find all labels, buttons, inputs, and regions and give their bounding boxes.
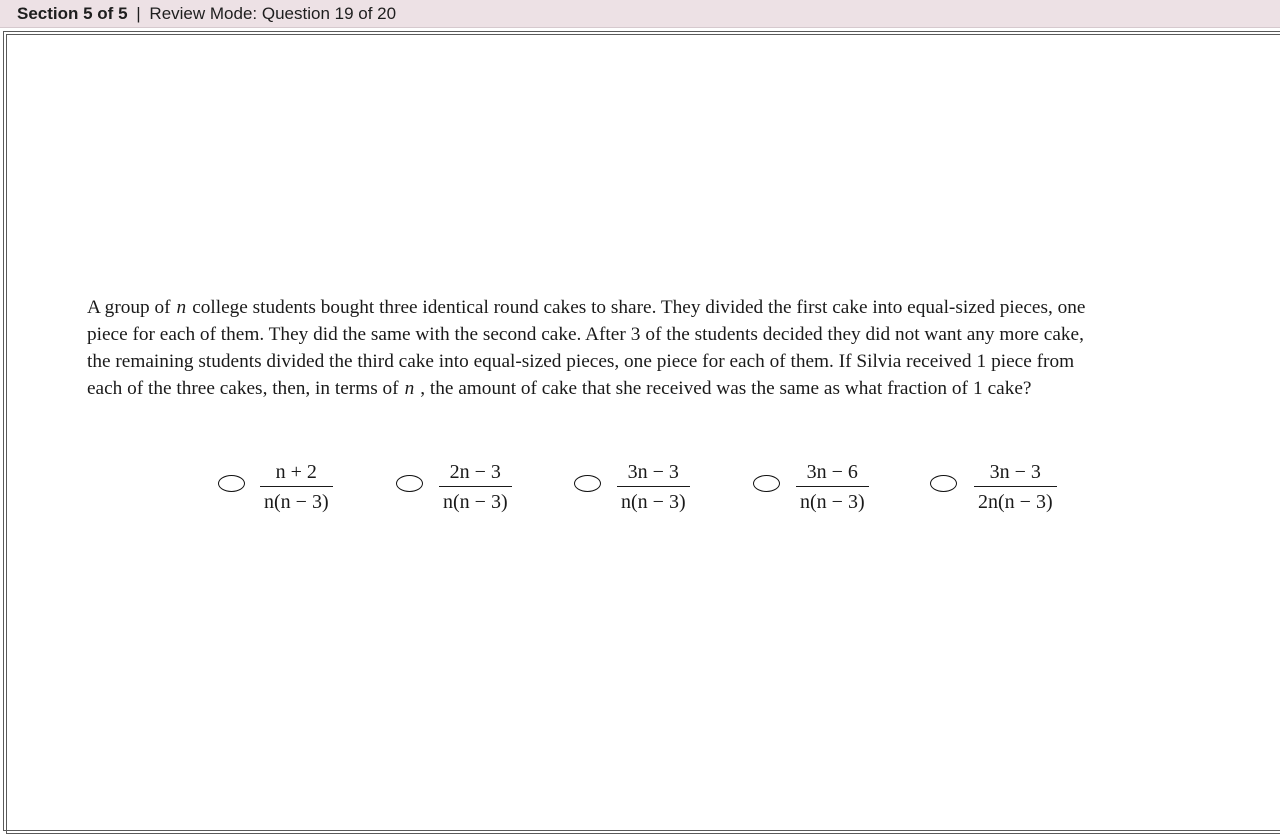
question-line-4: each of the three cakes, then, in terms of n , the amount of cake that she received was the same as what fraction of 1 cake? bbox=[87, 378, 1032, 399]
choice-a-denominator: n(n − 3) bbox=[264, 491, 329, 513]
question-line-2: piece for each of them. They did the same with the second cake. After 3 of the students decided they did not want any more cake, bbox=[87, 324, 1084, 345]
fraction-bar bbox=[617, 486, 690, 487]
content-frame bbox=[6, 34, 1280, 834]
choice-b-numerator: 2n − 3 bbox=[449, 461, 501, 483]
choice-b-denominator: n(n − 3) bbox=[443, 491, 508, 513]
radio-button-b[interactable] bbox=[396, 475, 423, 492]
choice-b-fraction bbox=[439, 458, 512, 516]
choice-d-denominator: n(n − 3) bbox=[800, 491, 865, 513]
radio-button-a[interactable] bbox=[218, 475, 245, 492]
choice-d-fraction bbox=[796, 458, 869, 516]
choice-e-fraction bbox=[974, 458, 1057, 516]
choice-e-denominator: 2n(n − 3) bbox=[978, 491, 1053, 513]
fraction-bar bbox=[439, 486, 512, 487]
choice-a-numerator: n + 2 bbox=[275, 461, 317, 483]
radio-button-e[interactable] bbox=[930, 475, 957, 492]
radio-button-c[interactable] bbox=[574, 475, 601, 492]
radio-button-d[interactable] bbox=[753, 475, 780, 492]
choice-c-numerator: 3n − 3 bbox=[627, 461, 679, 483]
section-label: Section 5 of 5 bbox=[17, 4, 128, 23]
header-separator: | bbox=[136, 4, 141, 23]
fraction-bar bbox=[260, 486, 333, 487]
fraction-bar bbox=[796, 486, 869, 487]
choice-c-fraction bbox=[617, 458, 690, 516]
choice-a-fraction bbox=[260, 458, 333, 516]
question-line-1: A group of n college students bought three identical round cakes to share. They divided the first cake into equal-sized pieces, one bbox=[87, 297, 1086, 318]
choice-d-numerator: 3n − 6 bbox=[806, 461, 858, 483]
question-line-3: the remaining students divided the third cake into equal-sized pieces, one piece for each of them. If Silvia received 1 piece from bbox=[87, 351, 1075, 372]
fraction-bar bbox=[974, 486, 1057, 487]
question-stem bbox=[87, 294, 1227, 402]
choice-c-denominator: n(n − 3) bbox=[621, 491, 686, 513]
choice-e-numerator: 3n − 3 bbox=[989, 461, 1041, 483]
review-mode-label: Review Mode: Question 19 of 20 bbox=[149, 4, 397, 23]
question-header-bar bbox=[0, 0, 1280, 28]
